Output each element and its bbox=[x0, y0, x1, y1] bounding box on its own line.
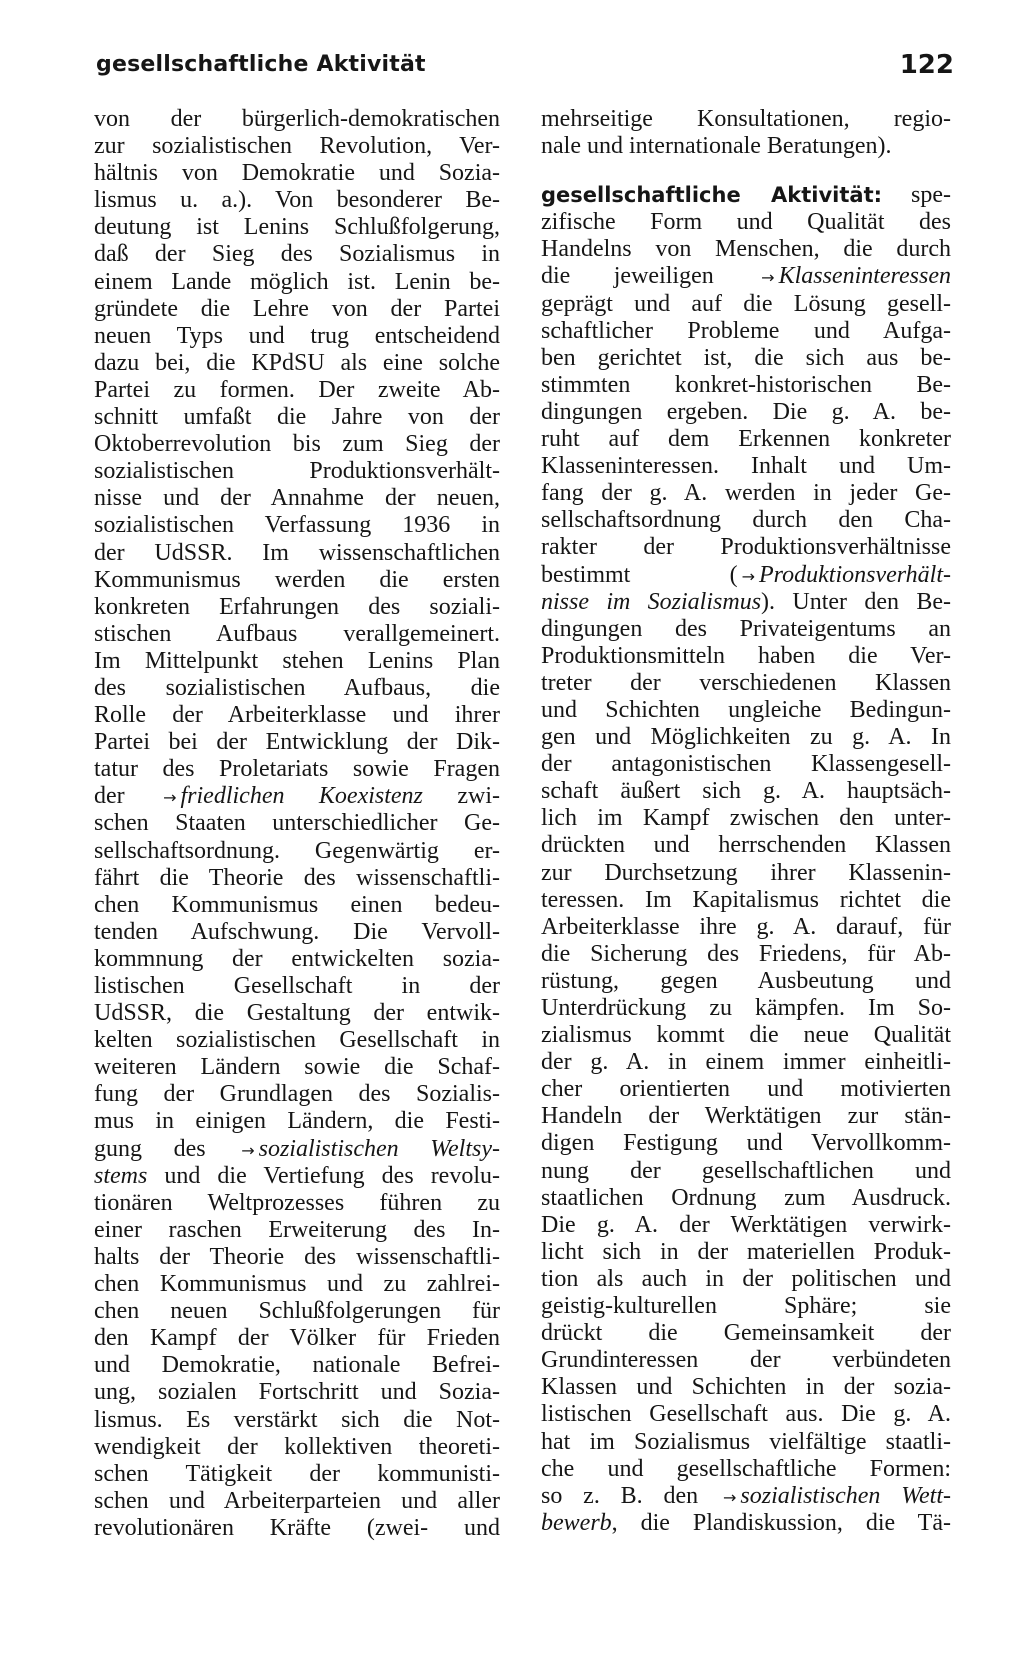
text-line: und Demokratie, nationale Befrei- bbox=[94, 1352, 500, 1379]
text-line: deutung ist Lenins Schlußfolgerung, bbox=[94, 214, 500, 241]
entry-spacer bbox=[541, 160, 951, 182]
text-segment: der bbox=[94, 783, 160, 810]
text-line: lich im Kampf zwischen den unter- bbox=[541, 805, 951, 832]
text-line: fang der g. A. werden in jeder Ge- bbox=[541, 480, 951, 507]
text-line: cher orientierten und motivierten bbox=[541, 1076, 951, 1103]
cross-reference-term: Klasseninteressen bbox=[778, 263, 951, 290]
text-segment: , die Plandiskussion, die Tä- bbox=[611, 1509, 951, 1536]
text-line: weiteren Ländern sowie die Schaf- bbox=[94, 1054, 500, 1081]
cross-reference-term: bewerb bbox=[541, 1509, 612, 1536]
text-line bbox=[94, 1136, 500, 1163]
text-line: listischen Gesellschaft in der bbox=[94, 973, 500, 999]
text-line: Partei zu formen. Der zweite Ab- bbox=[94, 376, 500, 403]
text-line: che und gesellschaftliche Formen: bbox=[541, 1455, 951, 1482]
text-line: Die g. A. der Werktätigen verwirk- bbox=[541, 1211, 951, 1238]
text-line: schen und Arbeiterparteien und aller bbox=[94, 1487, 500, 1514]
text-segment: die jeweiligen bbox=[541, 263, 758, 290]
text-line: hat im Sozialismus vielfältige staatli- bbox=[541, 1428, 951, 1455]
text-line: drückt die Gemeinsamkeit der bbox=[541, 1320, 951, 1347]
text-line: schaftlicher Probleme und Aufga- bbox=[541, 317, 951, 344]
text-line: Unterdrückung zu kämpfen. Im So- bbox=[541, 995, 951, 1021]
text-line: fung der Grundlagen des Sozialis- bbox=[94, 1081, 500, 1108]
text-line: mus in einigen Ländern, die Festi- bbox=[94, 1108, 500, 1135]
text-line: Klasseninteressen. Inhalt und Um- bbox=[541, 453, 951, 480]
text-line: dingungen ergeben. Die g. A. be- bbox=[541, 398, 951, 425]
text-line: zur Durchsetzung ihrer Klassenin- bbox=[541, 859, 951, 886]
text-line: sozialistischen Produktionsverhält- bbox=[94, 458, 500, 485]
text-line: der UdSSR. Im wissenschaftlichen bbox=[94, 539, 500, 566]
cross-reference-term: nisse im Sozialismus bbox=[541, 588, 762, 615]
text-line: nale und internationale Beratungen). bbox=[541, 133, 892, 160]
text-line: nisse und der Annahme der neuen, bbox=[94, 485, 500, 512]
cross-reference-term: sozialistischen Wett- bbox=[740, 1482, 951, 1509]
text-line: fährt die Theorie des wissenschaftli- bbox=[94, 864, 500, 891]
text-line: Klassen und Schichten in der sozia- bbox=[541, 1374, 951, 1401]
text-line: daß der Sieg des Sozialismus in bbox=[94, 241, 500, 268]
text-line: stischen Aufbaus verallgemeinert. bbox=[94, 620, 500, 647]
text-line bbox=[541, 562, 951, 589]
entry-headword: gesellschaftliche Aktivität: bbox=[541, 183, 883, 208]
text-line: digen Festigung und Vervollkomm- bbox=[541, 1130, 951, 1157]
text-line: halts der Theorie des wissenschaftli- bbox=[94, 1243, 500, 1270]
text-line: ung, sozialen Fortschritt und Sozia- bbox=[94, 1379, 500, 1406]
text-line: sellschaftsordnung. Gegenwärtig er- bbox=[94, 837, 500, 864]
text-line: Handeln der Werktätigen zur stän- bbox=[541, 1103, 951, 1130]
text-line: schen Staaten unterschiedlicher Ge- bbox=[94, 810, 500, 837]
text-line: zialismus kommt die neue Qualität bbox=[541, 1022, 951, 1049]
page-number: 122 bbox=[899, 50, 954, 80]
text-line: schnitt umfaßt die Jahre von der bbox=[94, 404, 500, 431]
text-line: rüstung, gegen Ausbeutung und bbox=[541, 967, 951, 994]
text-line: der antagonistischen Klassengesell- bbox=[541, 751, 951, 778]
cross-reference-arrow-icon: → bbox=[761, 268, 775, 288]
text-line: licht sich in der materiellen Produk- bbox=[541, 1238, 951, 1265]
text-segment: gung des bbox=[94, 1135, 238, 1162]
text-line: listischen Gesellschaft aus. Die g. A. bbox=[541, 1401, 951, 1428]
left-text-column bbox=[94, 106, 500, 1542]
text-line: chen neuen Schlußfolgerungen für bbox=[94, 1298, 500, 1325]
text-line: drückten und herrschenden Klassen bbox=[541, 832, 951, 859]
text-line: nung der gesellschaftlichen und bbox=[541, 1157, 951, 1184]
text-line: Grundinteressen der verbündeten bbox=[541, 1347, 951, 1374]
text-line: Produktionsmitteln haben die Ver- bbox=[541, 642, 951, 669]
text-line: einer raschen Erweiterung des In- bbox=[94, 1216, 500, 1243]
cross-reference-arrow-icon: → bbox=[741, 566, 756, 586]
text-line: zifische Form und Qualität des bbox=[541, 209, 951, 236]
text-line: tatur des Proletariats sowie Fragen bbox=[94, 756, 500, 783]
entry-first-line bbox=[541, 182, 951, 209]
text-line: tion als auch in der politischen und bbox=[541, 1265, 951, 1292]
text-line: sozialistischen Verfassung 1936 in bbox=[94, 512, 500, 539]
text-line: treter der verschiedenen Klassen bbox=[541, 669, 951, 696]
cross-reference-arrow-icon: → bbox=[241, 1140, 255, 1160]
text-line: stimmten konkret-historischen Be- bbox=[541, 371, 951, 398]
text-line: von der bürgerlich-demokratischen bbox=[94, 106, 500, 132]
running-header-title: gesellschaftliche Aktivität bbox=[96, 52, 426, 77]
text-line: den Kampf der Völker für Frieden bbox=[94, 1325, 500, 1352]
text-line: Im Mittelpunkt stehen Lenins Plan bbox=[94, 647, 500, 674]
text-line: Kommunismus werden die ersten bbox=[94, 566, 500, 593]
text-line: mehrseitige Konsultationen, regio- bbox=[541, 106, 951, 132]
text-line: dingungen des Privateigentums an bbox=[541, 615, 951, 642]
text-line bbox=[541, 263, 951, 290]
text-line bbox=[94, 783, 500, 810]
text-line: lismus u. a.). Von besonderer Be- bbox=[94, 187, 500, 214]
text-line: neuen Typs und trug entscheidend bbox=[94, 322, 500, 349]
text-line: rakter der Produktionsverhältnisse bbox=[541, 534, 951, 561]
text-line: der g. A. in einem immer einheitli- bbox=[541, 1049, 951, 1076]
text-line: kelten sozialistischen Gesellschaft in bbox=[94, 1027, 500, 1054]
text-line: ben gerichtet ist, die sich aus be- bbox=[541, 344, 951, 371]
text-line: sellschaftsordnung durch den Cha- bbox=[541, 507, 951, 534]
text-line: revolutionären Kräfte (zwei- und bbox=[94, 1514, 500, 1541]
text-line bbox=[94, 1163, 500, 1190]
text-line: gen und Möglichkeiten zu g. A. In bbox=[541, 724, 951, 751]
text-segment: bestimmt ( bbox=[541, 561, 738, 588]
text-segment: ). Unter den Be- bbox=[761, 588, 951, 615]
text-line: und Schichten ungleiche Bedingun- bbox=[541, 696, 951, 723]
cross-reference-term: Produktionsverhält- bbox=[759, 561, 951, 588]
text-line: geprägt und auf die Lösung gesell- bbox=[541, 290, 951, 317]
text-line bbox=[541, 1510, 951, 1537]
text-line: des sozialistischen Aufbaus, die bbox=[94, 674, 500, 701]
text-line: konkreten Erfahrungen des soziali- bbox=[94, 593, 500, 620]
text-line: geistig-kulturellen Sphäre; sie bbox=[541, 1293, 951, 1320]
text-line bbox=[541, 589, 951, 616]
right-text-column bbox=[541, 106, 951, 1537]
text-line: Oktoberrevolution bis zum Sieg der bbox=[94, 431, 500, 458]
text-line: Rolle der Arbeiterklasse und ihrer bbox=[94, 702, 500, 729]
cross-reference-term: friedlichen Koexistenz bbox=[180, 783, 423, 810]
text-line: tenden Aufschwung. Die Vervoll- bbox=[94, 918, 500, 945]
text-line: hältnis von Demokratie und Sozia- bbox=[94, 160, 500, 187]
continuation-text bbox=[541, 106, 951, 160]
dictionary-entry bbox=[541, 182, 951, 1537]
text-line: tionären Weltprozesses führen zu bbox=[94, 1189, 500, 1216]
text-line: chen Kommunismus einen bedeu- bbox=[94, 891, 500, 918]
text-line: teressen. Im Kapitalismus richtet die bbox=[541, 886, 951, 913]
cross-reference-term: sozialistischen Weltsy- bbox=[258, 1135, 500, 1162]
text-line: wendigkeit der kollektiven theoreti- bbox=[94, 1433, 500, 1460]
text-segment: so z. B. den bbox=[541, 1482, 719, 1509]
text-line: zur sozialistischen Revolution, Ver- bbox=[94, 133, 500, 160]
text-line: Handelns von Menschen, die durch bbox=[541, 236, 951, 263]
text-line: ruht auf dem Erkennen konkreter bbox=[541, 426, 951, 453]
text-line: gründete die Lehre von der Partei bbox=[94, 295, 500, 322]
entry-first-line-rest: spe- bbox=[882, 182, 952, 209]
cross-reference-term: stems bbox=[94, 1162, 148, 1189]
text-line: lismus. Es verstärkt sich die Not- bbox=[94, 1406, 500, 1433]
text-line: Partei bei der Entwicklung der Dik- bbox=[94, 729, 500, 756]
text-line: staatlichen Ordnung zum Ausdruck. bbox=[541, 1184, 951, 1211]
text-segment: zwi- bbox=[422, 783, 500, 810]
text-line: dazu bei, die KPdSU als eine solche bbox=[94, 349, 500, 376]
text-line: Arbeiterklasse ihre g. A. darauf, für bbox=[541, 913, 951, 940]
text-line: kommnung der entwickelten sozia- bbox=[94, 945, 500, 972]
cross-reference-arrow-icon: → bbox=[722, 1487, 737, 1507]
text-line: einem Lande möglich ist. Lenin be- bbox=[94, 268, 500, 295]
text-line: schen Tätigkeit der kommunisti- bbox=[94, 1460, 500, 1487]
text-line: chen Kommunismus und zu zahlrei- bbox=[94, 1271, 500, 1298]
text-line: die Sicherung des Friedens, für Ab- bbox=[541, 940, 951, 967]
text-line bbox=[541, 1483, 951, 1510]
cross-reference-arrow-icon: → bbox=[163, 788, 177, 808]
text-line: schaft äußert sich g. A. hauptsäch- bbox=[541, 778, 951, 805]
text-segment: und die Vertiefung des revolu- bbox=[147, 1162, 500, 1189]
text-line: UdSSR, die Gestaltung der entwik- bbox=[94, 1000, 500, 1027]
